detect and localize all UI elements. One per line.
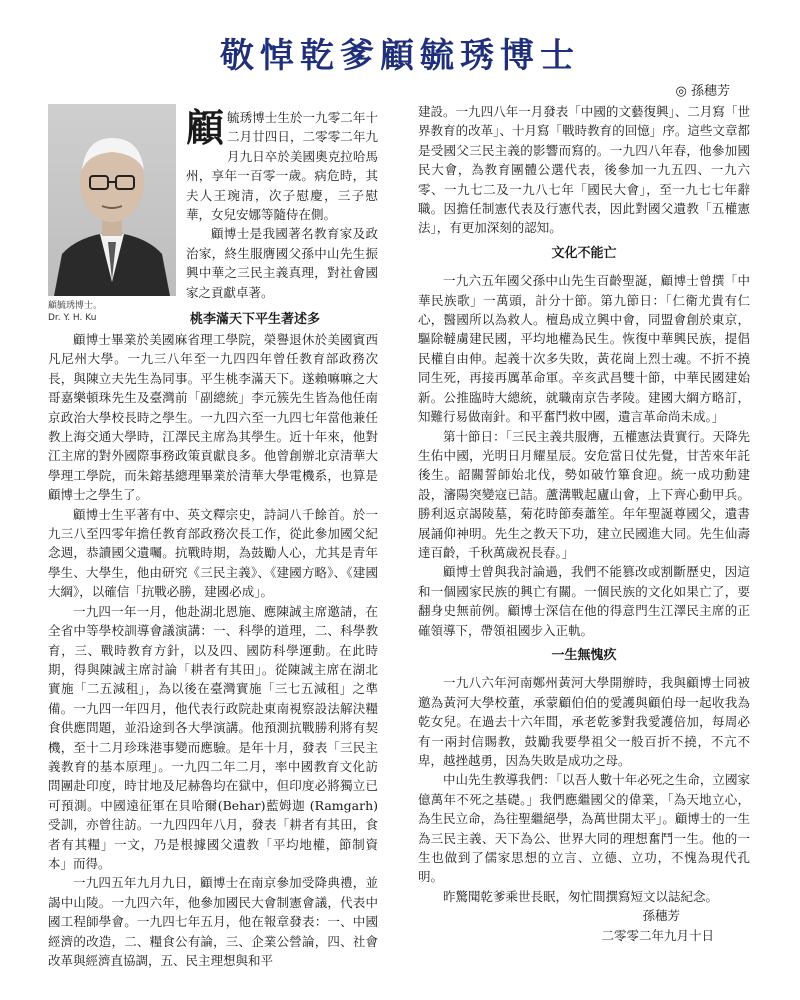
byline: ◎ 孫穗芳 xyxy=(675,84,730,99)
section-heading-culture: 文化不能亡 xyxy=(551,245,617,261)
body-paragraph: 昨驚聞乾爹乘世長眠，匆忙間撰寫短文以誌紀念。 xyxy=(443,888,719,904)
section-heading-achievements: 桃李滿天下平生著述多 xyxy=(190,312,321,327)
body-paragraph: 建設。一九四八年一月發表「中國的文藝復興」、二月寫「世界教育的改革」、十月寫「戰時教育的回憶」序。這些文章都是受國父三民主義的影響而寫的。一九四八年春，他參加國民大會，為教育團體公選代表，後參加一九五四、一九六零、一九七二及一九八七年「國民大會」，至一九七七年辭職。因擔任制憲代表及行憲代表，因此對國父遺教「五權憲法」，有更加深刻的認知。 xyxy=(418,104,750,236)
signature-name: 孫穗芳 xyxy=(642,908,680,924)
body-paragraph: 顧博士畢業於美國麻省理工學院，榮譽退休於美國賓西凡尼州大學。一九三八年至一九四四年曾任教育部政務次長，與陳立夫先生為同事。平生桃李滿天下。遂賴嘛嘛之大哥嘉樂頓珠先生及臺灣前「副總統」李元簇先生皆為他任南京政治大學校長時之學生。一九四六至一九四七年當他兼任教上海交通大學時，江澤民主席為其學生。近十年來，他對江主席的對外國際事務政策貢獻良多。他曾創辦北京清華大學理工學院，而朱鎔基總理畢業於清華大學電機系，也算是顧博士之學生了。 xyxy=(48,332,378,503)
body-paragraph: 一九八六年河南鄭州黃河大學開辦時，我與顧博士同被邀為黃河大學校董，承蒙顧伯伯的愛護與顧伯母一起收我為乾女兒。在過去十六年間，承老乾爹對我愛護倍加，每周必有一兩封信賜教，鼓勵我要學祖父一般百折不撓，不亢不卑，越挫越勇，因為失敗是成功之母。 xyxy=(418,675,750,768)
intro-paragraph-1: 毓琇博士生於一九零二年十二月廿四日，二零零二年九月九日卒於美國奧克拉哈馬州，享年一百零一歲。病危時，其夫人王琬清，次子慰慶，三子慰華，女兒安娜等隨侍在側。 xyxy=(186,110,378,223)
photo-caption-chinese: 顧毓琇博士。 xyxy=(48,301,103,311)
intro-block xyxy=(186,105,378,302)
body-paragraph: 第十節日：「三民主義共服膺，五權憲法貴實行。天降先生佑中國，光明日月耀星辰。安危當日仗先覺，甘苦來年託後生。韶關誓師始北伐，勢如破竹篳食迎。統一成功勳建設，瀋陽突變寇已詰。蘆溝戰起廬山會，上下齊心動甲兵。勝利返京謁陵墓，菊花時節奏蕭笙。年年聖誕尊國父，遺書展誦仰神明。先生之教天下功，建立民國進大同。先生仙壽達百齡，千秋萬歲祝長春。」 xyxy=(418,428,750,560)
section-heading-no-regrets: 一生無愧疚 xyxy=(551,647,617,663)
article-title: 敬悼乾爹顧毓琇博士 xyxy=(220,36,580,76)
left-column xyxy=(48,330,378,970)
body-paragraph: 一九四一年一月，他赴湖北恩施、應陳誠主席邀請，在全省中等學校訓導會議演講：一、科學的道理，二、科學教育，三、戰時教育方針，以及四、國防科學運動。在此時期，得與陳誠主席討論「耕者有其田」。從陳誠主席在湖北實施「二五減租」，為以後在臺灣實施「三七五減租」之準備。一九四一年四月，他代表行政院赴東南視察設法解決糧食供應問題，並沿途到各大學演講。他預測抗戰勝利將有契機，至十二月珍珠港事變而應驗。是年十月，發表「三民主義教育的基本原理」。一九四二年二月，率中國教育文化訪問團赴印度，時甘地及尼赫魯均在獄中，但印度必將獨立已可預測。中國遠征軍在貝哈爾(Behar)藍姆迦 (Ramgarh) 受訓，亦曾往訪。一九四四年八月，發表「耕者有其田，食者有其糧」一文，乃是根據國父遺教「平均地權，節制資本」而得。 xyxy=(48,603,378,871)
drop-cap: 顧 xyxy=(186,105,225,150)
portrait-figure xyxy=(48,104,180,324)
body-paragraph: 一九四五年九月九日，顧博士在南京參加受降典禮，並謁中山陵。一九四六年，他參加國民大會制憲會議，代表中國工程師學會。一九四七年五月，他在報章發表：一、中國經濟的改造，二、糧食公有論，三、企業公營論，四、社會改革與經濟直協調，五、民主理想與和平 xyxy=(48,875,378,968)
right-column xyxy=(418,102,750,945)
body-paragraph: 顧博士生平著有中、英文釋宗史，詩詞八千餘首。於一九三八至四零年擔任教育部政務次長工作，從此參加國父紀念週，恭讀國父遺囑。抗戰時期，為鼓勵人心，尤其是青年學生、大學生，他由研究《三民主義》、《建國方略》、《建國大綱》，以確信「抗戰必勝，建國必成」。 xyxy=(48,506,378,600)
body-paragraph: 中山先生教導我們：「以吾人數十年必死之生命，立國家億萬年不死之基礎。」我們應繼國父的偉業，「為天地立心，為生民立命，為往聖繼絕學，為萬世開太平」。顧博士的一生為三民主義、天下為公、世界大同的理想奮鬥一生。他的一生也做到了儒家思想的立言、立德、立功，不愧為現代孔明。 xyxy=(418,772,750,885)
body-paragraph: 一九六五年國父孫中山先生百齡聖誕，顧博士曾撰「中華民族歌」一萬頭，計分十節。第九節日：「仁衛尤貴有仁心，醫國所以為救人。檀島成立興中會，同盟會創於東京，驅除韃虜建民國，平均地權為民生。恢復中華興民族，提倡民權自由伸。起義十次多失敗，黃花崗上烈士魂。不折不撓同生死，再接再厲革命軍。辛亥武昌雙十節，中華民國建始新。公推臨時大總統，就職南京告孝陵。建國大綱方略訂，知難行易做南針。和平奮鬥救中國，遺言革命尚未成。」 xyxy=(418,273,750,425)
portrait-photo xyxy=(48,104,176,296)
signature-date: 二零零二年九月十日 xyxy=(601,927,714,943)
intro-paragraph-2: 顧博士是我國著名教育家及政治家，終生服膺國父孫中山先生振興中華之三民主義真理，對社會國家之貢獻卓著。 xyxy=(186,226,378,300)
photo-caption xyxy=(48,300,180,324)
body-paragraph: 顧博士曾與我討論過，我們不能篡改或割斷歷史，因這和一個國家民族的興亡有關。一個民族的文化如果亡了，要翻身史無前例。顧博士深信在他的得意門生江澤民主席的正確領導下，帶領祖國步入正軌。 xyxy=(418,564,750,638)
photo-caption-english: Dr. Y. H. Ku xyxy=(48,313,97,323)
